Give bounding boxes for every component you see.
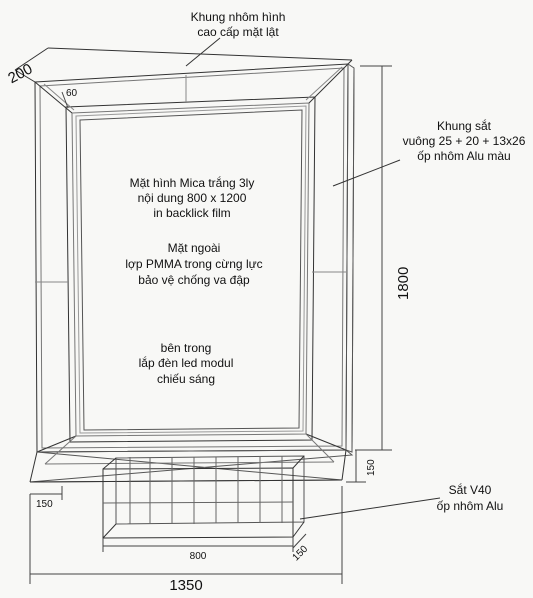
led-note-line-2: lắp đèn led modul [138, 356, 234, 370]
base-grid-lines [103, 456, 293, 524]
mica-note-line-1: Mặt hình Mica trắng 3ly [129, 176, 255, 190]
dim-border: 60 [66, 88, 78, 99]
base-box-back [116, 456, 304, 524]
steel-frame-note-line-2: vuông 25 + 20 + 13x26 [402, 134, 526, 148]
mica-note-line-2: nội dung 800 x 1200 [137, 191, 247, 205]
pmma-note-line-3: bảo vệ chống va đập [138, 273, 250, 287]
dim-depth-top: 200 [5, 60, 36, 88]
dim-width-total: 1350 [169, 577, 203, 594]
dim-base-left-offset: 150 [36, 499, 53, 510]
led-note-line-3: chiếu sáng [156, 372, 216, 386]
dim-base-width: 800 [189, 551, 207, 562]
led-note-line-1: bên trong [160, 341, 212, 355]
dim-base-height: 150 [366, 459, 377, 476]
corner-line [306, 434, 346, 450]
corner-line [37, 436, 76, 452]
frame-note-line-1: Khung nhôm hình [190, 10, 286, 24]
dim-base-depth: 150 [290, 543, 311, 564]
pmma-note-line-1: Mặt ngoài [167, 241, 221, 255]
dimension-lines [30, 66, 392, 584]
dim-height-total: 1800 [395, 266, 412, 300]
pmma-note-line-2: lợp PMMA trong cừng lực [125, 257, 263, 271]
base-note-line-2: ốp nhôm Alu [436, 499, 504, 513]
steel-frame-note-line-3: ốp nhôm Alu màu [417, 149, 511, 163]
mica-note-line-3: in backlick film [153, 206, 231, 220]
frame-note-line-2: cao cấp mặt lật [197, 25, 279, 39]
steel-frame-note-line-1: Khung sắt [436, 119, 492, 133]
base-note-line-1: Sắt V40 [448, 483, 492, 497]
